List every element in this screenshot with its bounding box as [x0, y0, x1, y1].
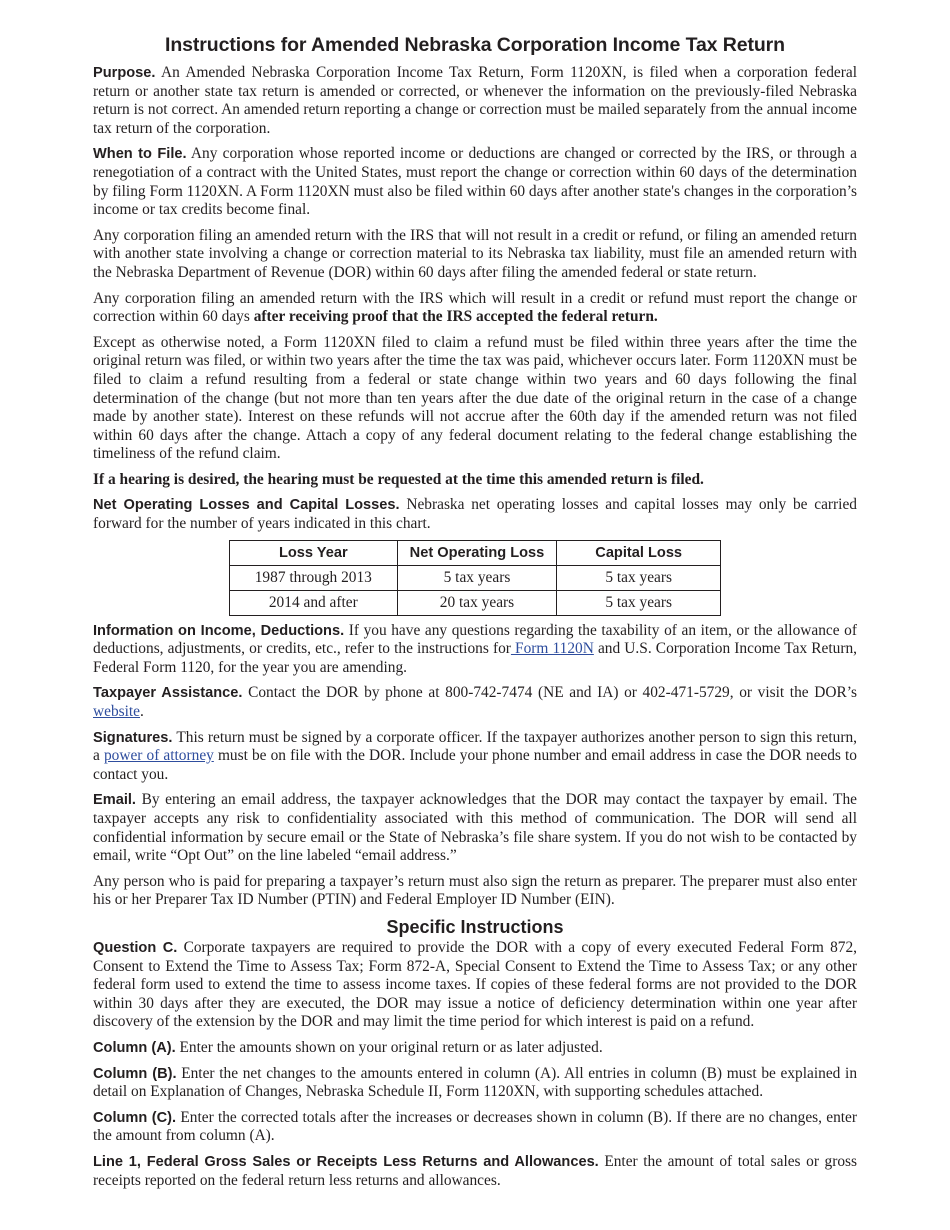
- info-income-paragraph: [93, 622, 857, 678]
- column-c-heading: Column (C).: [93, 1109, 177, 1126]
- capital-loss-cell: 5 tax years: [557, 590, 721, 615]
- column-a-text: Enter the amounts shown on your original return or as later adjusted.: [175, 1038, 603, 1056]
- specific-instructions-title: Specific Instructions: [386, 916, 564, 937]
- amended-no-refund-paragraph: Any corporation filing an amended return with the IRS that will not result in a credit or refund, or filing an amended return with another state involving a change or correction material to its Nebraska tax liability, must file an amended return with the Nebraska Department of Revenue (DOR) within 60 days after filing the amended federal or state return.: [93, 226, 857, 281]
- nol-text: Nebraska net operating losses and capital losses may only be carried forward for the number of years indicated in this chart.: [93, 496, 857, 533]
- page-title: Instructions for Amended Nebraska Corporation Income Tax Return: [165, 34, 785, 56]
- loss-year-cell: 2014 and after: [230, 590, 398, 615]
- line-1-heading: Line 1, Federal Gross Sales or Receipts Less Returns and Allowances.: [93, 1153, 599, 1170]
- table-row: [230, 565, 721, 590]
- taxpayer-assistance-text-after: .: [140, 703, 144, 721]
- purpose-text: An Amended Nebraska Corporation Income Tax Return, Form 1120XN, is filed when a corporation federal return or another state tax return is amended or corrected, or whenever the information on the previously-filed Nebraska return is not correct. An amended return reporting a change or correction must be mailed separately from the annual income tax return of the corporation.: [93, 64, 857, 137]
- email-text: By entering an email address, the taxpayer acknowledges that the DOR may contact the taxpayer by email. The taxpayer accepts any risk to confidentiality associated with this method of communication. The DOR will send all confidential information by secure email or the State of Nebraska’s file share system. If you do not wish to be contacted by email, write “Opt Out” on the line labeled “email address.”: [93, 791, 857, 865]
- signatures-text-after: must be on file with the DOR. Include your phone number and email address in case the DOR needs to contact you.: [93, 747, 857, 783]
- loss-year-cell: 1987 through 2013: [230, 565, 398, 590]
- amended-refund-bold: after receiving proof that the IRS accepted the federal return.: [253, 308, 658, 326]
- column-c-text: Enter the corrected totals after the increases or decreases shown in column (B). If there are no changes, enter the amount from column (A).: [93, 1108, 858, 1145]
- signatures-text: This return must be signed by a corporate officer. If the taxpayer authorizes another person to sign this return, a: [93, 728, 857, 765]
- column-b-text: Enter the net changes to the amounts entered in column (A). All entries in column (B) must be explained in detail on Explanation of Changes, Nebraska Schedule II, Form 1120XN, with supporting schedules attached.: [93, 1064, 858, 1101]
- header-net-operating-loss: Net Operating Loss: [397, 540, 557, 565]
- hearing-notice: If a hearing is desired, the hearing must be requested at the time this amended return is filed.: [93, 470, 704, 488]
- purpose-heading: Purpose.: [93, 65, 156, 81]
- table-row: [230, 590, 721, 615]
- dor-website-link[interactable]: website: [93, 703, 141, 721]
- capital-loss-cell: 5 tax years: [557, 565, 721, 590]
- nol-cell: 5 tax years: [397, 565, 557, 590]
- loss-carryforward-table: [229, 540, 721, 616]
- question-c-heading: Question C.: [93, 939, 178, 956]
- email-paragraph: [93, 791, 857, 865]
- info-income-text: If you have any questions regarding the taxability of an item, or the allowance of deductions, adjustments, or credits, etc., refer to the instructions for: [93, 621, 857, 658]
- signatures-paragraph: [93, 729, 857, 785]
- line-1-paragraph: [93, 1153, 857, 1190]
- email-heading: Email.: [93, 792, 136, 809]
- column-a-paragraph: [93, 1039, 857, 1058]
- taxpayer-assistance-text: Contact the DOR by phone at 800-742-7474 (NE and IA) or 402-471-5729, or visit the DOR’s: [242, 684, 858, 702]
- nol-heading: Net Operating Losses and Capital Losses.: [93, 497, 400, 514]
- amended-refund-paragraph: [93, 290, 857, 327]
- question-c-text: Corporate taxpayers are required to provide the DOR with a copy of every executed Federal Form 872, Consent to Extend the Time to Assess Tax; Form 872-A, Special Consent to Extend the Time to Assess Tax; or any other federal form used to extend the time to assess income taxes. If copies of these federal forms are not provided to the DOR within 30 days after they are executed, the DOR may issue a notice of deficiency determination within one year after discovery of the extension by the DOR and may limit the time period for which interest is paid on a refund.: [93, 938, 858, 1031]
- taxpayer-assistance-heading: Taxpayer Assistance.: [93, 685, 243, 702]
- taxpayer-assistance-paragraph: [93, 684, 857, 721]
- question-c-paragraph: [93, 939, 857, 1032]
- when-to-file-heading: When to File.: [93, 146, 187, 163]
- line-1-text: Enter the amount of total sales or gross receipts reported on the federal return less returns and allowances.: [93, 1152, 858, 1189]
- nol-paragraph: [93, 496, 857, 533]
- info-income-text-after: and U.S. Corporation Income Tax Return, Federal Form 1120, for the year you are amending.: [93, 640, 858, 676]
- nol-cell: 20 tax years: [397, 590, 557, 615]
- power-of-attorney-link[interactable]: power of attorney: [103, 747, 214, 765]
- table-header-row: [230, 540, 721, 565]
- signatures-heading: Signatures.: [93, 729, 173, 746]
- info-income-heading: Information on Income, Deductions.: [93, 622, 345, 639]
- form-1120n-link[interactable]: Form 1120N: [510, 640, 594, 658]
- column-b-heading: Column (B).: [93, 1065, 177, 1082]
- when-to-file-text: Any corporation whose reported income or deductions are changed or corrected by the IRS, or through a renegotiation of a contract with the United States, must report the change or correction within 60 days of the determination by filing Form 1120XN. A Form 1120XN must also be filed within 60 days after another state's changes in the corporation’s income or tax credits become final.: [93, 145, 857, 219]
- refund-claim-paragraph: Except as otherwise noted, a Form 1120XN filed to claim a refund must be filed within three years after the time the original return was filed, or within two years after the time the tax was paid, whichever occurs later. Form 1120XN must be filed to claim a refund resulting from a federal or state change within two years and 60 days following the final determination of the change (but not more than ten years after the due date of the original return in the case of a change made by another state). Interest on these refunds will not accrue after the 60th day if the amended return was not filed within 60 days after the change. Attach a copy of any federal document relating to the federal change establishing the timeliness of the refund claim.: [93, 333, 857, 463]
- column-c-paragraph: [93, 1109, 857, 1146]
- when-to-file-paragraph: [93, 145, 857, 219]
- header-capital-loss: Capital Loss: [557, 540, 721, 565]
- preparer-paragraph: Any person who is paid for preparing a taxpayer’s return must also sign the return as preparer. The preparer must also enter his or her Preparer Tax ID Number (PTIN) and Federal Employer ID Number (EIN).: [93, 872, 857, 909]
- column-a-heading: Column (A).: [93, 1039, 176, 1056]
- header-loss-year: Loss Year: [230, 540, 398, 565]
- amended-refund-text: Any corporation filing an amended return with the IRS which will result in a credit or refund must report the change or correction within 60 days: [93, 289, 857, 326]
- purpose-paragraph: [93, 64, 857, 138]
- column-b-paragraph: [93, 1065, 857, 1102]
